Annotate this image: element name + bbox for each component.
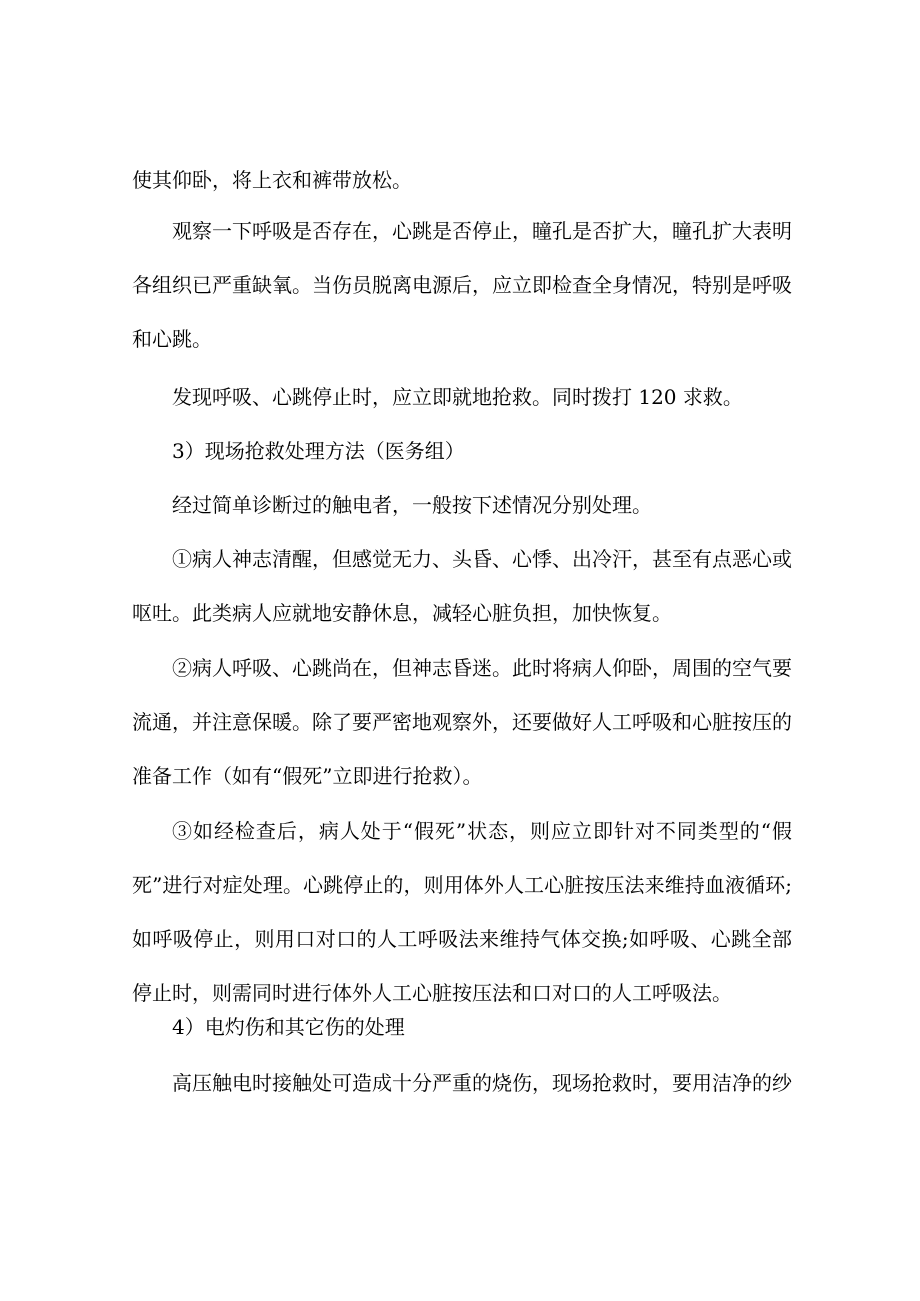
text-line: 呕吐。此类病人应就地安静休息，减轻心脏负担，加快恢复。 [132, 601, 672, 625]
text-line: 观察一下呼吸是否存在，心跳是否停止，瞳孔是否扩大，瞳孔扩大表明 [172, 219, 792, 243]
text-line: 发现呼吸、心跳停止时，应立即就地抢救。同时拨打 120 求救。 [172, 385, 743, 409]
text-line: 死”进行对症处理。心跳停止的，则用体外人工心脏按压法来维持血液循环; [132, 873, 792, 897]
text-line: 如呼吸停止，则用口对口的人工呼吸法来维持气体交换;如呼吸、心跳全部 [132, 927, 792, 951]
text-line: 流通，并注意保暖。除了要严密地观察外，还要做好人工呼吸和心脏按压的 [132, 710, 792, 734]
section-heading: 4）电灼伤和其它伤的处理 [172, 1015, 405, 1039]
text-line: 各组织已严重缺氧。当伤员脱离电源后，应立即检查全身情况，特别是呼吸 [132, 273, 792, 297]
text-line: 准备工作（如有“假死”立即进行抢救）。 [132, 764, 483, 788]
text-line: ③如经检查后，病人处于“假死”状态，则应立即针对不同类型的“假 [172, 819, 792, 843]
text-line: 高压触电时接触处可造成十分严重的烧伤，现场抢救时，要用洁净的纱 [172, 1071, 792, 1095]
text-line: ②病人呼吸、心跳尚在，但神志昏迷。此时将病人仰卧，周围的空气要 [172, 656, 792, 680]
text-line: 经过简单诊断过的触电者，一般按下述情况分别处理。 [172, 493, 652, 517]
text-line: 和心跳。 [132, 327, 212, 351]
text-line: ①病人神志清醒，但感觉无力、头昏、心悸、出冷汗，甚至有点恶心或 [172, 547, 792, 571]
text-line: 使其仰卧，将上衣和裤带放松。 [132, 168, 412, 192]
section-heading: 3）现场抢救处理方法（医务组） [172, 439, 465, 463]
text-line: 停止时，则需同时进行体外人工心脏按压法和口对口的人工呼吸法。 [132, 981, 732, 1005]
